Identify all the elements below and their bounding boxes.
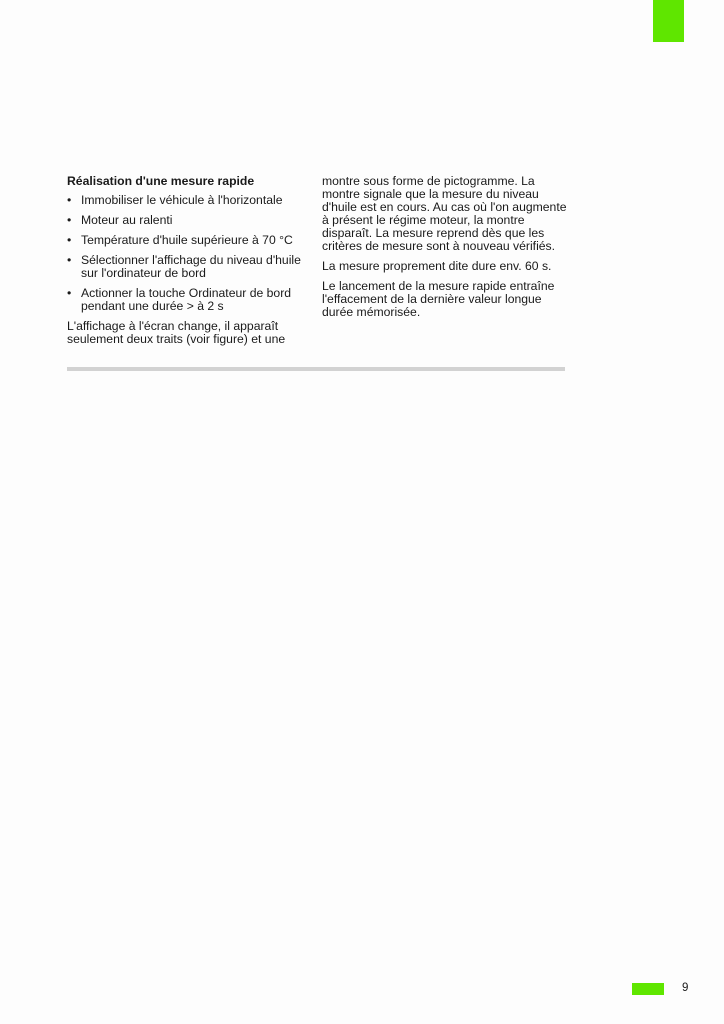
section-divider	[67, 367, 565, 371]
left-column	[67, 175, 307, 353]
list-item: • Immobiliser le véhicule à l'horizontale	[67, 194, 307, 207]
list-item: • Actionner la touche Ordinateur de bord pendant une durée > à 2 s	[67, 287, 307, 313]
paragraph: La mesure proprement dite dure env. 60 s.	[322, 259, 552, 273]
chapter-tab-marker	[653, 0, 684, 42]
list-item: • Température d'huile supérieure à 70 °C	[67, 234, 307, 247]
list-item: • Sélectionner l'affichage du niveau d'huile sur l'ordinateur de bord	[67, 254, 307, 280]
paragraph: L'affichage à l'écran change, il apparaît seulement deux traits (voir figure) et une	[67, 319, 286, 346]
paragraph: montre sous forme de pictogramme. La montre signale que la mesure du niveau d'huile est en cours. Au cas où l'on augmente à présent le régime moteur, la montre disparaît. La mesure reprend dès que les critères de mesure sont à nouveau vérifiés.	[322, 174, 567, 253]
bullet-list	[67, 194, 307, 313]
page-number: 9	[682, 982, 689, 994]
section-heading: Réalisation d'une mesure rapide	[67, 174, 255, 188]
footer-accent-bar	[632, 983, 664, 995]
list-item: • Moteur au ralenti	[67, 214, 307, 227]
right-column	[322, 175, 567, 326]
paragraph: Le lancement de la mesure rapide entraîne l'effacement de la dernière valeur longue durée mémorisée.	[322, 279, 555, 319]
